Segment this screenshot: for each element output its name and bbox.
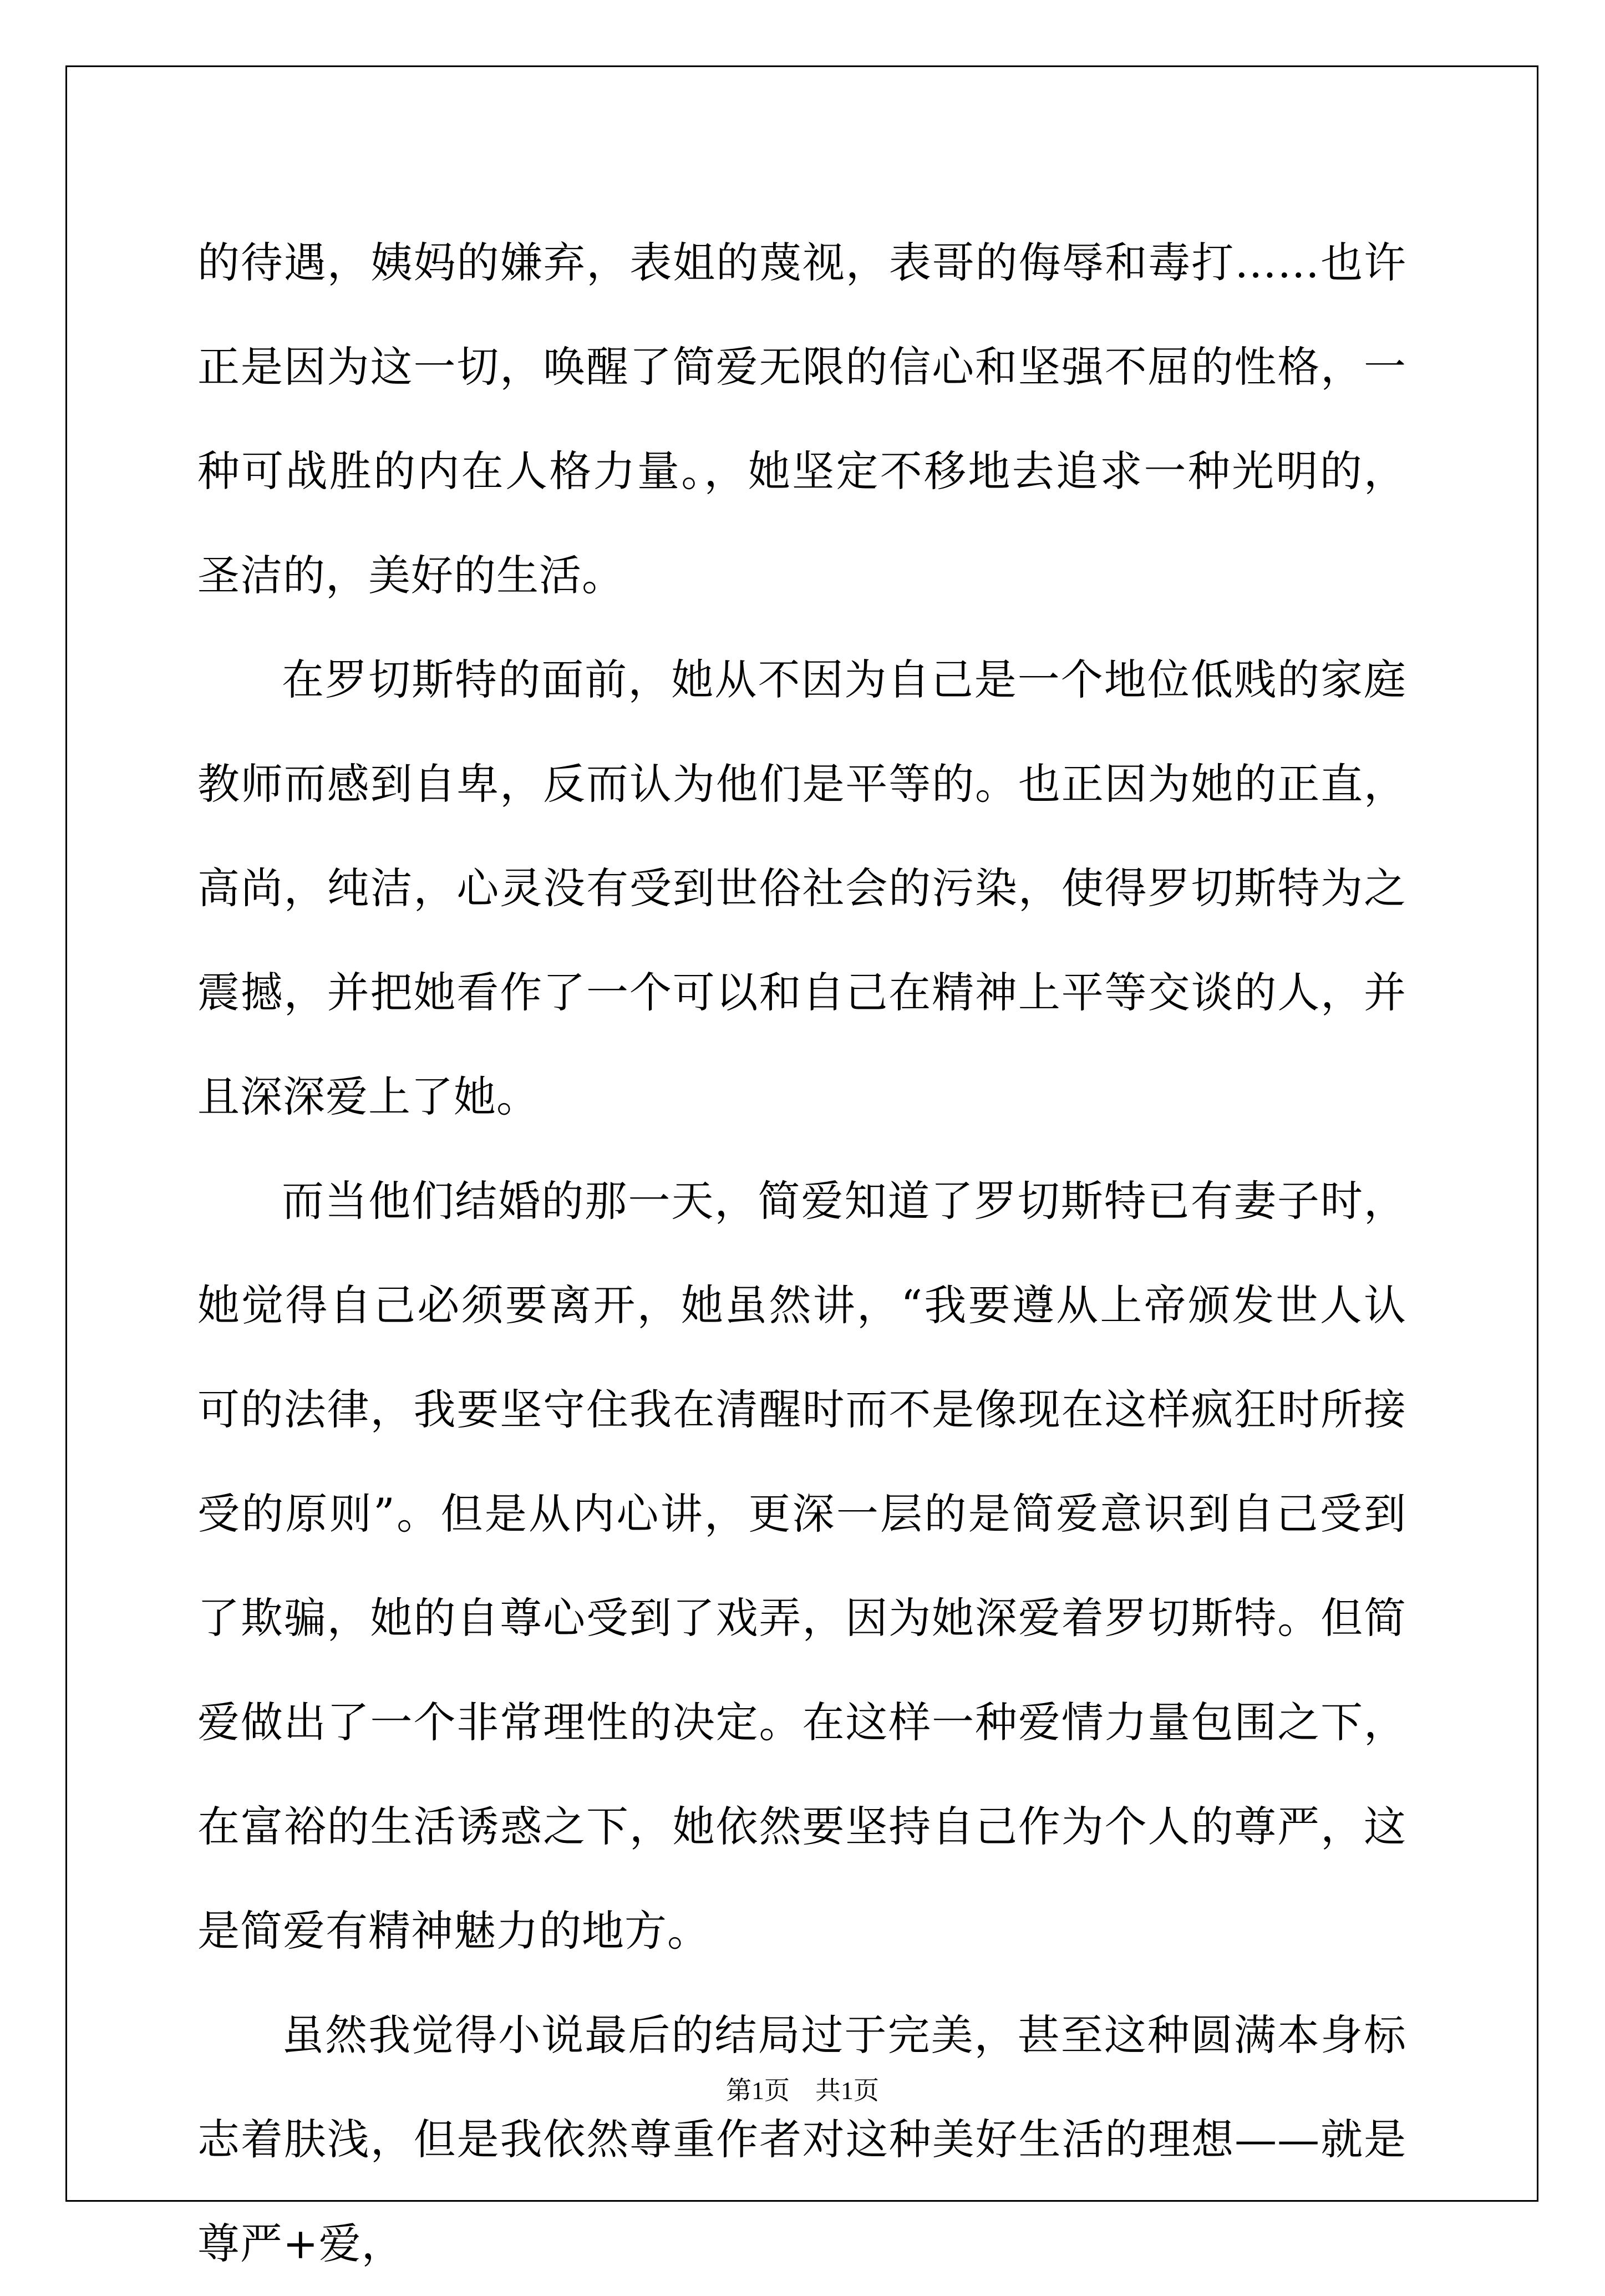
paragraph-rochester-equality: 在罗切斯特的面前，她从不因为自己是一个地位低贱的家庭教师而感到自卑，反而认为他们是平等的。也正因为她的正直，高尚，纯洁，心灵没有受到世俗社会的污染，使得罗切斯特为之震撼，并把她看作了一个可以和自己在精神上平等交谈的人，并且深深爱上了她。 (197, 655, 1406, 1121)
paragraph-wedding-day: 而当他们结婚的那一天，简爱知道了罗切斯特已有妻子时，她觉得自己必须要离开，她虽然讲，“我要遵从上帝颁发世人认可的法律，我要坚守住我在清醒时而不是像现在这样疯狂时所接受的原则”。但是从内心讲，更深一层的是简爱意识到自己受到了欺骗，她的自尊心受到了戏弄，因为她深爱着罗切斯特。但简爱做出了一个非常理性的决定。在这样一种爱情力量包围之下，在富裕的生活诱惑之下，她依然要坚持自己作为个人的尊严，这是简爱有精神魅力的地方。 (197, 1176, 1406, 1955)
paragraph-ending: 虽然我觉得小说最后的结局过于完美，甚至这种圆满本身标志着肤浅，但是我依然尊重作者对这种美好生活的理想——就是尊严+爱， (197, 2010, 1406, 2268)
paragraph-continued: 的待遇，姨妈的嫌弃，表姐的蔑视，表哥的侮辱和毒打……也许正是因为这一切，唤醒了简爱无限的信心和坚强不屈的性格，一种可战胜的内在人格力量。，她坚定不移地去追求一种光明的，圣洁的，美好的生活。 (197, 238, 1406, 600)
document-body (197, 211, 1406, 2296)
page-footer: 第1页 共1页 (726, 2076, 879, 2105)
